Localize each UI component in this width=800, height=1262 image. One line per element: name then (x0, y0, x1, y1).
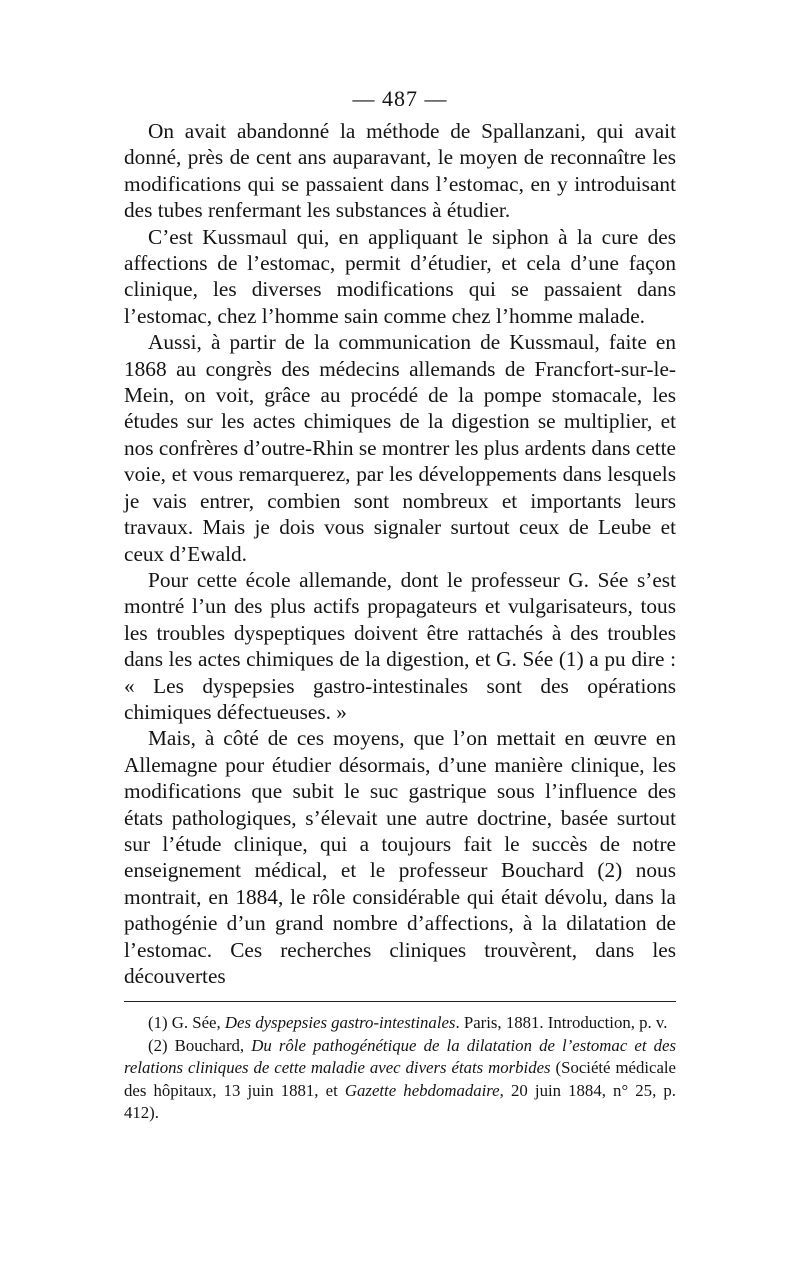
footnotes (124, 1012, 676, 1125)
paragraph: Mais, à côté de ces moyens, que l’on mettait en œuvre en Allemagne pour étudier désormais, d’une manière clinique, les modifications que subit le suc gastrique sous l’influence des états pathologiques, s’élevait une autre doctrine, basée surtout sur l’étude clinique, qui a toujours fait le succès de notre enseignement médical, et le professeur Bouchard (2) nous montrait, en 1884, le rôle considérable qui était dévolu, dans la pathogénie d’un grand nombre d’affections, à la dilatation de l’estomac. Ces recherches cliniques trouvèrent, dans les découvertes (124, 726, 676, 988)
footnote-title: Du rôle pathogénétique de la dilatation de l’estomac et des relations cliniques de cette maladie avec divers états morbides (124, 1035, 676, 1078)
footnote-text: , 20 juin 1884, n° 25, p. 412). (124, 1080, 676, 1123)
footnote-text: (Société médicale des hôpitaux, 13 juin 1881, et (124, 1058, 677, 1100)
book-page (124, 86, 676, 1125)
footnote-text: (1) G. Sée, (148, 1013, 225, 1033)
footnote (124, 1035, 676, 1125)
page-number: — 487 — (352, 86, 448, 111)
footnote (124, 1012, 676, 1035)
footnote-title: Des dyspepsies gastro-intestinales (224, 1013, 456, 1033)
footnote-text: (2) Bouchard, (148, 1035, 252, 1055)
footnote-divider (124, 1001, 676, 1002)
paragraph: On avait abandonné la méthode de Spallanzani, qui avait donné, près de cent ans auparavant, le moyen de reconnaître les modifications qui se passaient dans l’estomac, en y introduisant des tubes renfermant les substances à étudier. (124, 119, 676, 223)
paragraph: C’est Kussmaul qui, en appliquant le siphon à la cure des affections de l’estomac, permit d’étudier, et cela d’une façon clinique, les diverses modifications qui se passaient dans l’estomac, chez l’homme sain comme chez l’homme malade. (124, 224, 676, 328)
paragraph: Aussi, à partir de la communication de Kussmaul, faite en 1868 au congrès des médecins allemands de Francfort-sur-le-Mein, on voit, grâce au procédé de la pompe stomacale, les études sur les actes chimiques de la digestion se multiplier, et nos confrères d’outre-Rhin se montrer les plus ardents dans cette voie, et vous remarquerez, par les développements dans lesquels je vais entrer, combien sont nombreux et importants leurs travaux. Mais je dois vous signaler surtout ceux de Leube et ceux d’Ewald. (124, 330, 676, 566)
footnote-title: Gazette hebdomadaire (344, 1080, 500, 1100)
footnote-text: . Paris, 1881. Introduction, p. v. (455, 1013, 668, 1033)
main-text (124, 118, 676, 989)
paragraph: Pour cette école allemande, dont le professeur G. Sée s’est montré l’un des plus actifs propagateurs et vulgarisateurs, tous les troubles dyspeptiques doivent être rattachés à des troubles dans les actes chimiques de la digestion, et G. Sée (1) a pu dire : « Les dyspepsies gastro-intestinales sont des opérations chimiques défectueuses. » (124, 567, 676, 724)
